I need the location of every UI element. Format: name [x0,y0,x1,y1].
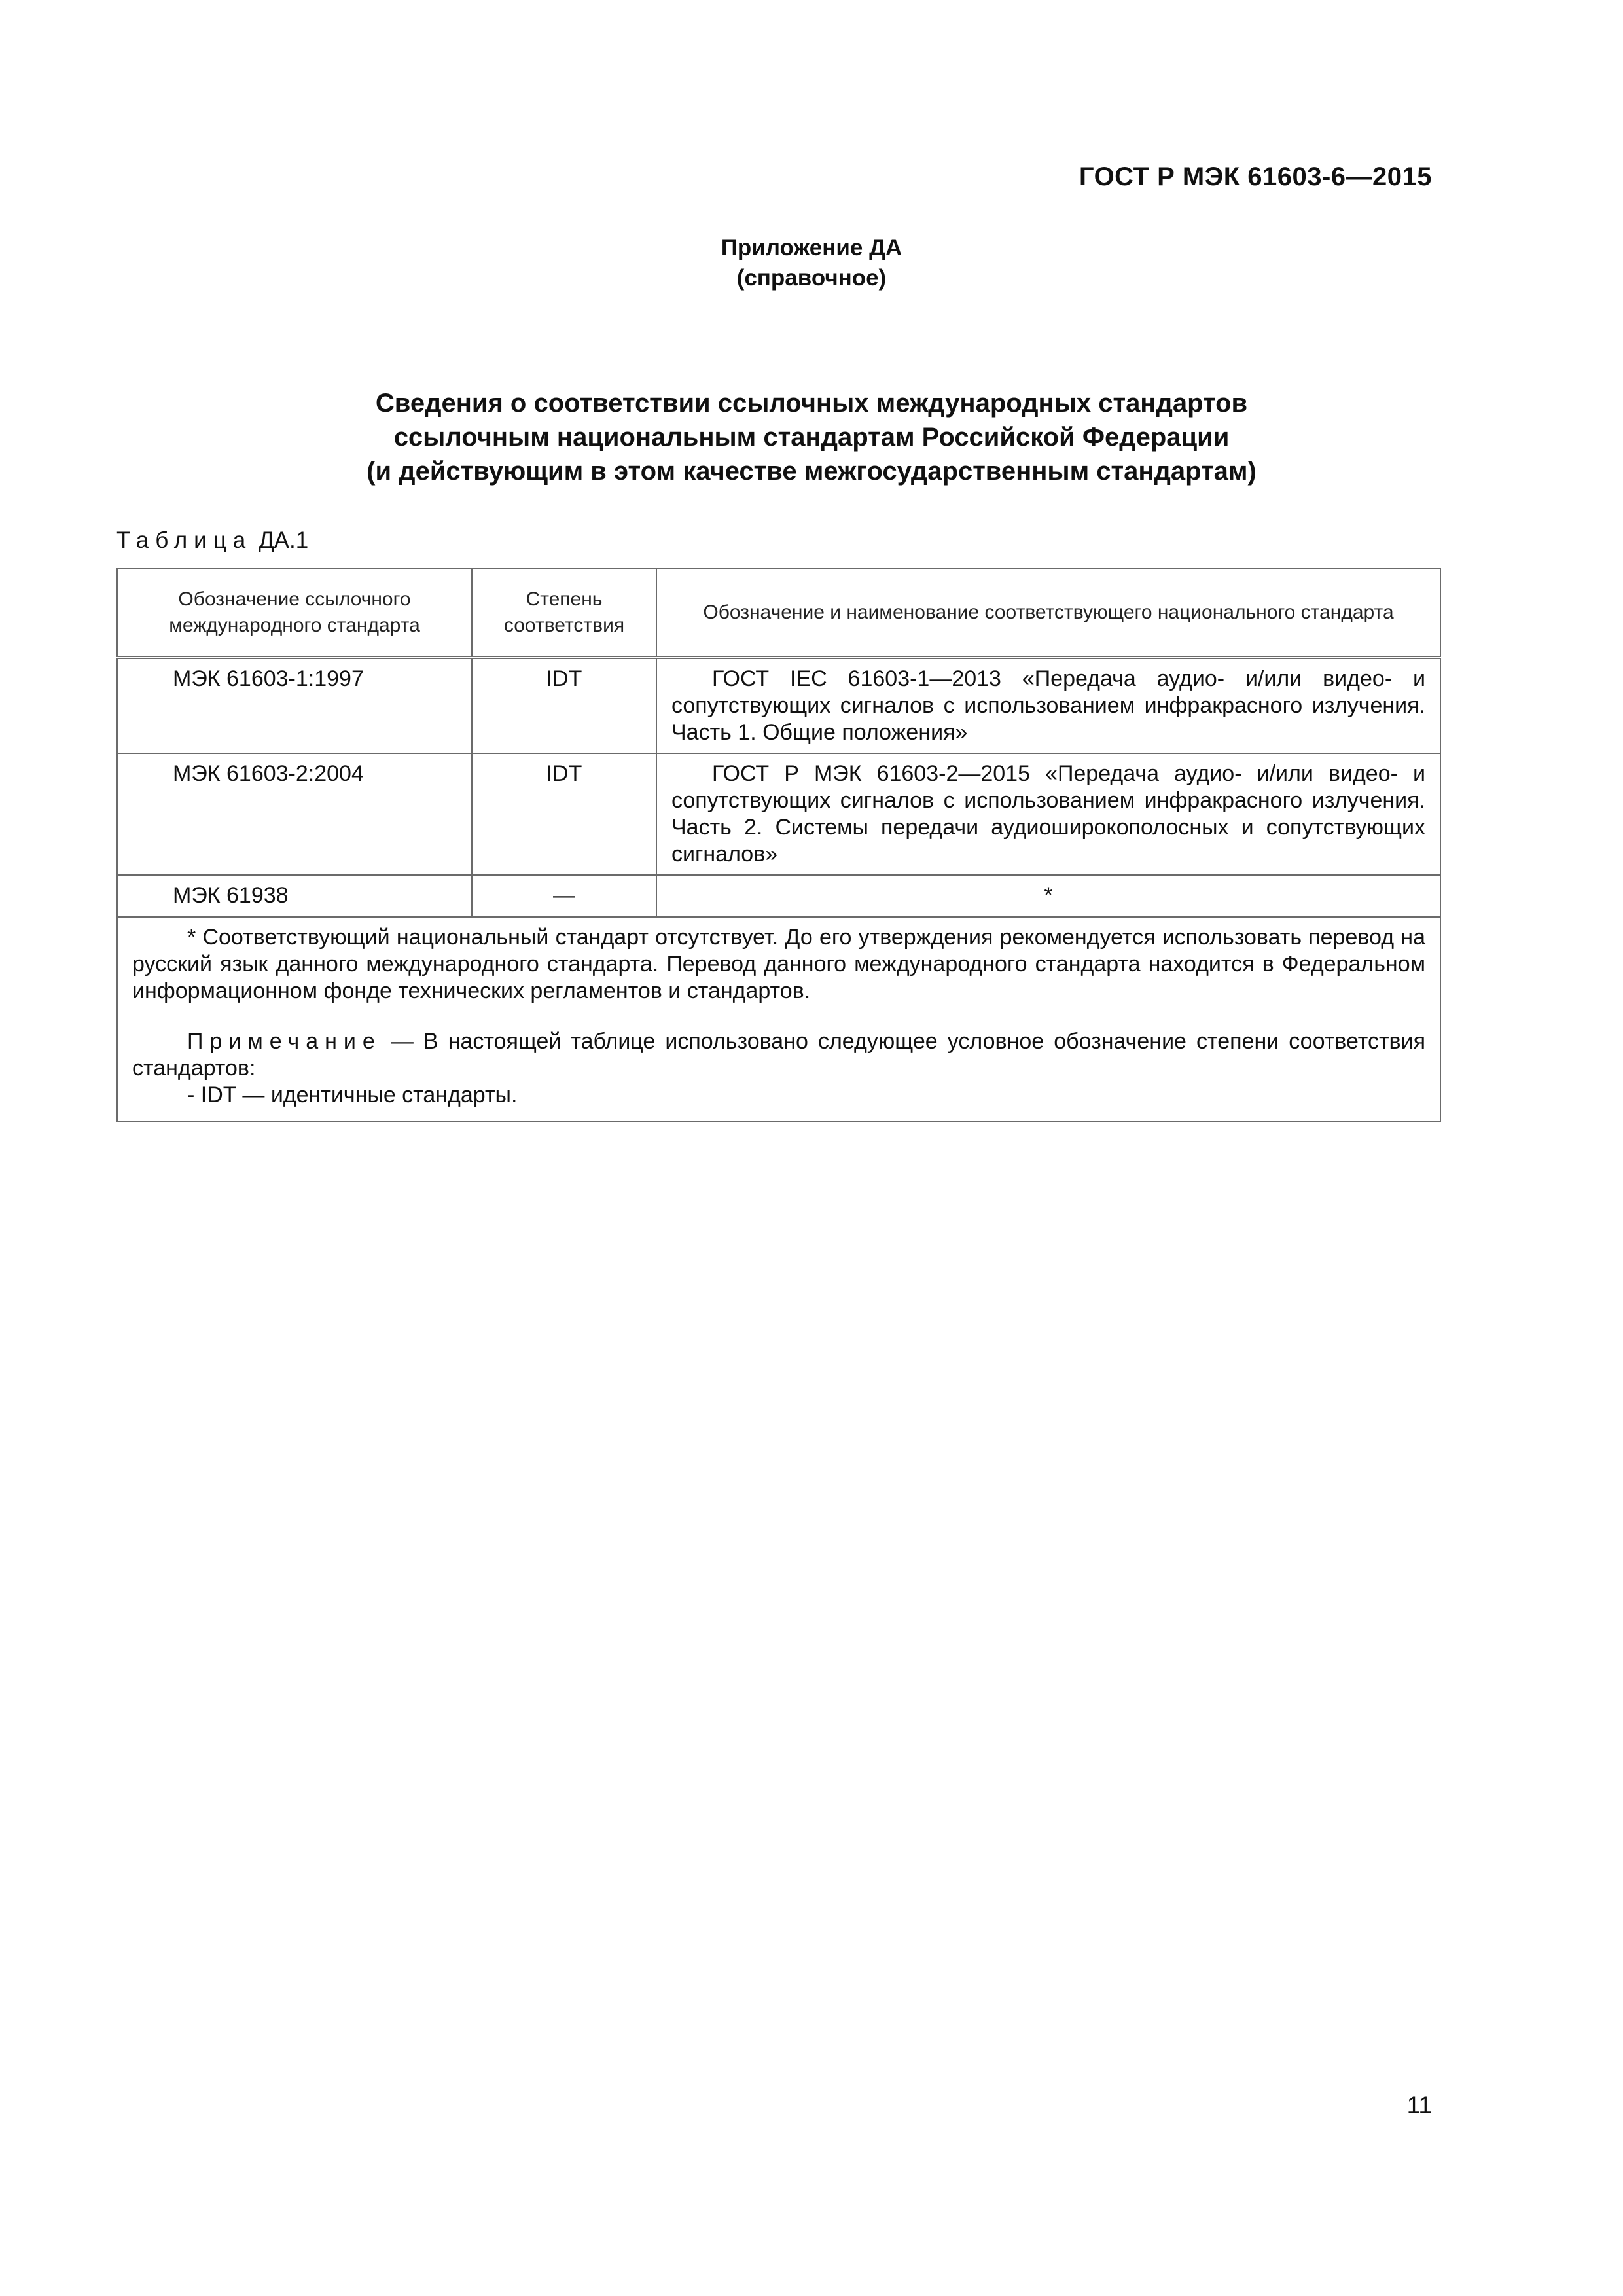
header-reference-standard: Обозначение ссылочного международного стандарта [117,569,472,658]
correspondence-table [116,568,1441,1122]
appendix-heading [0,233,1623,293]
appendix-title: Приложение ДА [721,235,902,260]
footnote-text: * Соответствующий национальный стандарт отсутствует. До его утверждения рекомендуется использовать перевод на русский язык данного международного стандарта. Перевод данного международного стандарта находится в Федеральном информационном фонде технических регламентов и стандартов. [132,925,1425,1003]
row-code: МЭК 61938 [117,875,472,917]
row-degree: IDT [472,753,656,875]
table-label-number: ДА.1 [258,528,309,553]
table-row [117,658,1440,754]
table-label [116,528,308,554]
header-national-standard: Обозначение и наименование соответствующего национального стандарта [656,569,1440,658]
row-code: МЭК 61603-2:2004 [117,753,472,875]
title-line-1: Сведения о соответствии ссылочных международных стандартов [375,389,1248,418]
appendix-subtitle: (справочное) [736,265,887,291]
row-name: ГОСТ Р МЭК 61603-2—2015 «Передача аудио- и/или видео- и сопутствующих сигналов с использованием инфракрасного излучения. Часть 2. Системы передачи аудиоширокополосных и сопутствующих сигналов» [671,761,1425,867]
table-row [117,753,1440,875]
table-footnote-row [117,917,1440,1121]
row-degree: IDT [472,658,656,754]
row-name-cell [656,753,1440,875]
note-paragraph [132,1028,1425,1082]
note-label: Примечание [187,1029,382,1054]
footnote-paragraph [132,924,1425,1005]
footnote-cell [117,917,1440,1121]
header-degree: Степень соответствия [472,569,656,658]
row-name: ГОСТ IEC 61603-1—2013 «Передача аудио- и/или видео- и сопутствующих сигналов с использованием инфракрасного излучения. Часть 1. Общие положения» [671,666,1425,745]
row-code: МЭК 61603-1:1997 [117,658,472,754]
title-line-3: (и действующим в этом качестве межгосударственным стандартам) [366,457,1257,486]
document-code: ГОСТ Р МЭК 61603-6—2015 [1079,162,1432,191]
document-title [0,386,1623,488]
table-label-word: Таблица [116,528,253,553]
row-name-cell [656,658,1440,754]
note-text: — В настоящей таблице использовано следующее условное обозначение степени соответствия стандартов: [132,1029,1425,1081]
table-header-row [117,569,1440,658]
table-row [117,875,1440,917]
page-number: 11 [1406,2092,1432,2119]
row-degree: — [472,875,656,917]
row-name: * [656,875,1440,917]
note-item: - IDT — идентичные стандарты. [187,1083,518,1107]
title-line-2: ссылочным национальным стандартам Российской Федерации [393,423,1230,452]
